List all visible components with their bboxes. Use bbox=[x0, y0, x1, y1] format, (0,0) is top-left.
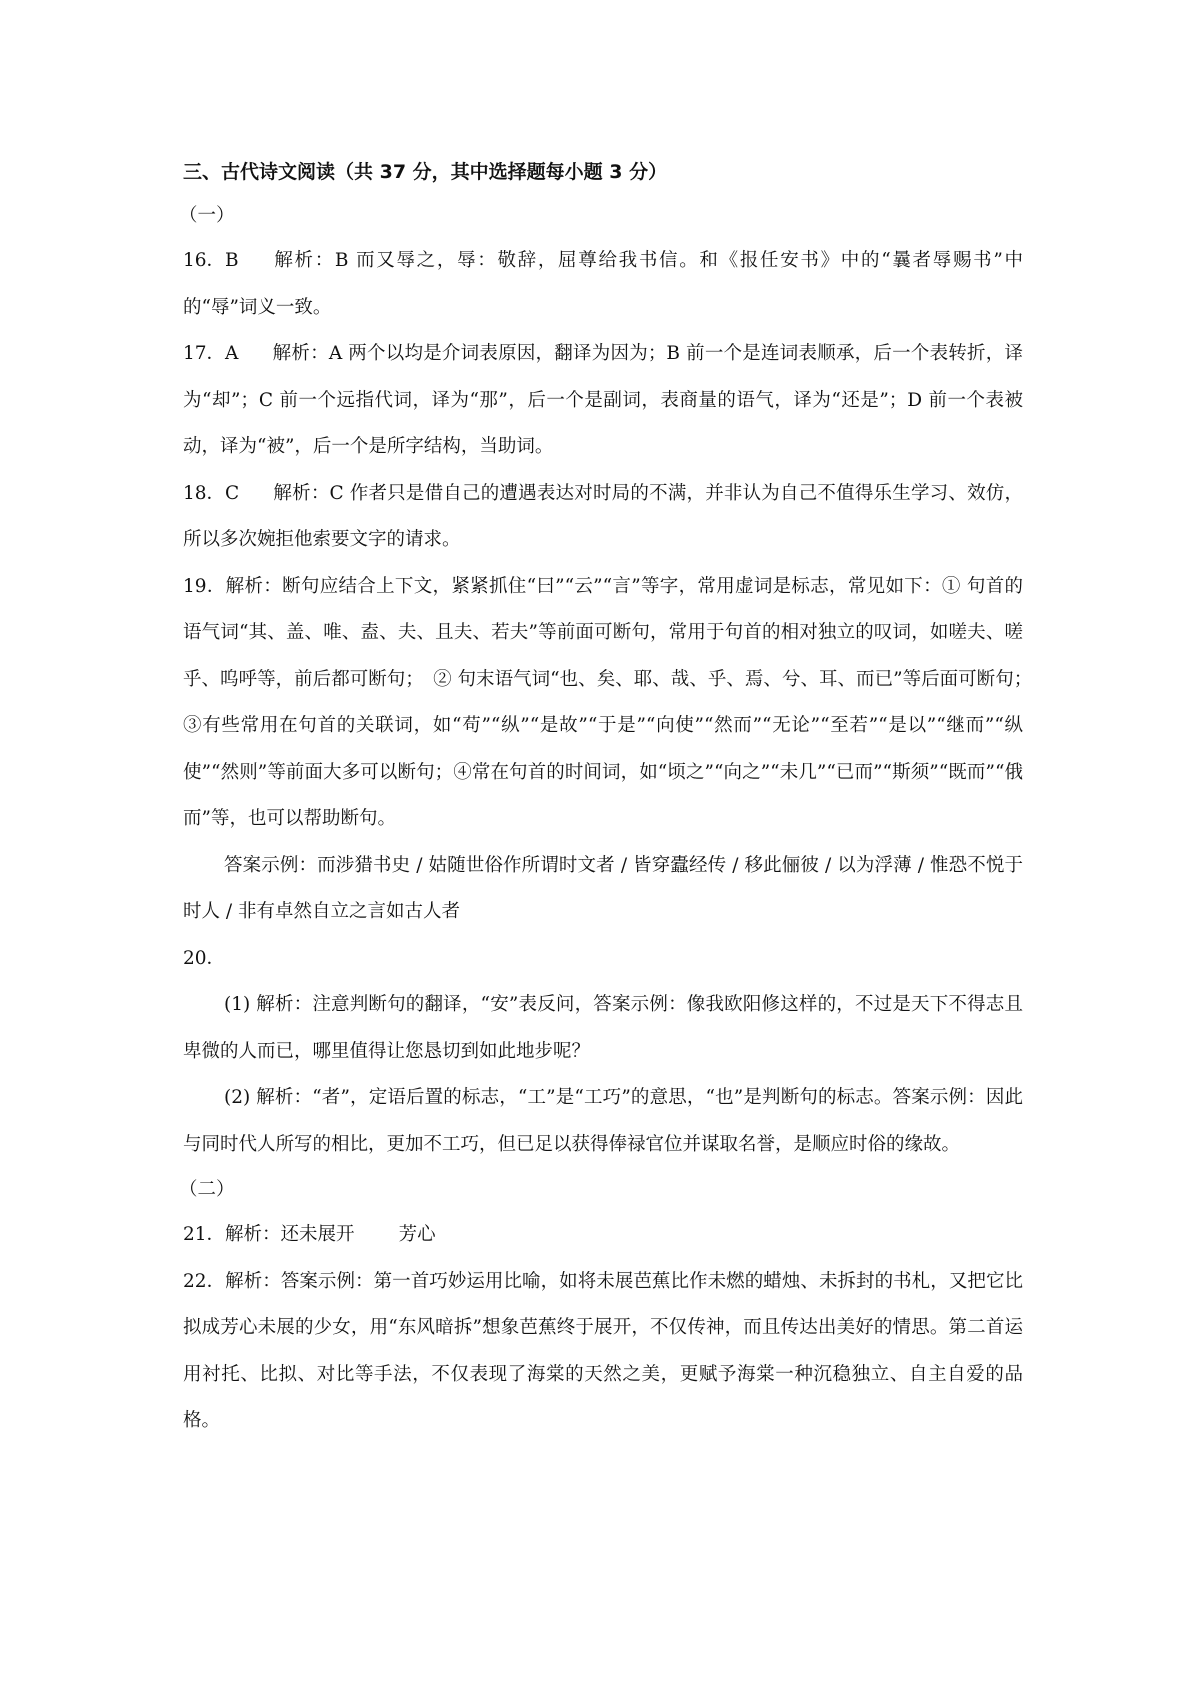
question-21-answer: 芳心 bbox=[398, 1224, 436, 1245]
question-20-number: 20． bbox=[183, 947, 226, 969]
question-18-number: 18．C bbox=[183, 482, 240, 504]
question-21-number: 21． bbox=[183, 1224, 226, 1245]
question-20-part-2: (2) 解析：“者”，定语后置的标志，“工”是“工巧”的意思，“也”是判断句的标志。答案示例：因此与同时代人所写的相比，更加不工巧，但已足以获得俸禄官位并谋取名誉，是顺应时俗的缘故。 bbox=[183, 1087, 1023, 1155]
part-label-1: （一） bbox=[179, 205, 235, 226]
question-19: 19．解析：断句应结合上下文，紧紧抓住“曰”“云”“言”等字，常用虚词是标志，常见如下：① 句首的语气词“其、盖、唯、盍、夫、且夫、若夫”等前面可断句，常用于句首的相对独立的叹词，如嗟夫、嗟乎、呜呼等，前后都可断句； ② 句末语气词“也、矣、耶、哉、乎、焉、兮、耳、而已”等后面可断句； ③有些常用在句首的关联词，如“苟”“纵”“是故”“于是”“向使”“然而”“无论”“至若”“是以”“继而”“纵使”“然则”等前面大多可以断句；④常在句首的时间词，如“顷之”“向之”“未几”“已而”“斯须”“既而”“俄而”等，也可以帮助断句。 bbox=[183, 575, 1042, 829]
question-18-explanation: 解析：C 作者只是借自己的遭遇表达对时局的不满，并非认为自己不值得乐生学习、效仿，所以多次婉拒他索要文字的请求。 bbox=[183, 482, 1023, 550]
section-title: 三、古代诗文阅读（共 37 分，其中选择题每小题 3 分） bbox=[183, 161, 668, 183]
question-17-number: 17．A bbox=[183, 343, 239, 364]
question-17-explanation: 解析：A 两个以均是介词表原因，翻译为因为；B 前一个是连词表顺承，后一个表转折，译为“却”；C 前一个远指代词，译为“那”，后一个是副词，表商量的语气，译为“还是”；D 前一个表被动，译为“被”，后一个是所字结构，当助词。 bbox=[183, 343, 1023, 457]
answer-section bbox=[179, 150, 1042, 1445]
question-16-number: 16．B bbox=[183, 250, 239, 271]
question-21-label: 解析：还未展开 bbox=[225, 1224, 355, 1245]
question-21 bbox=[183, 1212, 1023, 1259]
question-18 bbox=[183, 471, 1023, 564]
question-19-answer: 答案示例：而涉猎书史 / 姑随世俗作所谓时文者 / 皆穿蠹经传 / 移此俪彼 / 以为浮薄 / 惟恐不悦于时人 / 非有卓然自立之言如古人者 bbox=[183, 854, 1023, 922]
question-17 bbox=[183, 331, 1023, 471]
question-16-explanation: 解析：B 而又辱之，辱：敬辞，屈尊给我书信。和《报任安书》中的“曩者辱赐书”中的“辱”词义一致。 bbox=[183, 250, 1023, 318]
question-16 bbox=[183, 238, 1023, 331]
part-label-2: （二） bbox=[179, 1179, 235, 1200]
question-22: 22．解析：答案示例：第一首巧妙运用比喻，如将未展芭蕉比作未燃的蜡烛、未拆封的书札，又把它比拟成芳心未展的少女，用“东风暗拆”想象芭蕉终于展开，不仅传神，而且传达出美好的情思。第二首运用衬托、比拟、对比等手法，不仅表现了海棠的天然之美，更赋予海棠一种沉稳独立、自主自爱的品格。 bbox=[183, 1270, 1023, 1431]
question-20-part-1: (1) 解析：注意判断句的翻译，“安”表反问，答案示例：像我欧阳修这样的，不过是天下不得志且卑微的人而已，哪里值得让您恳切到如此地步呢？ bbox=[183, 994, 1023, 1062]
